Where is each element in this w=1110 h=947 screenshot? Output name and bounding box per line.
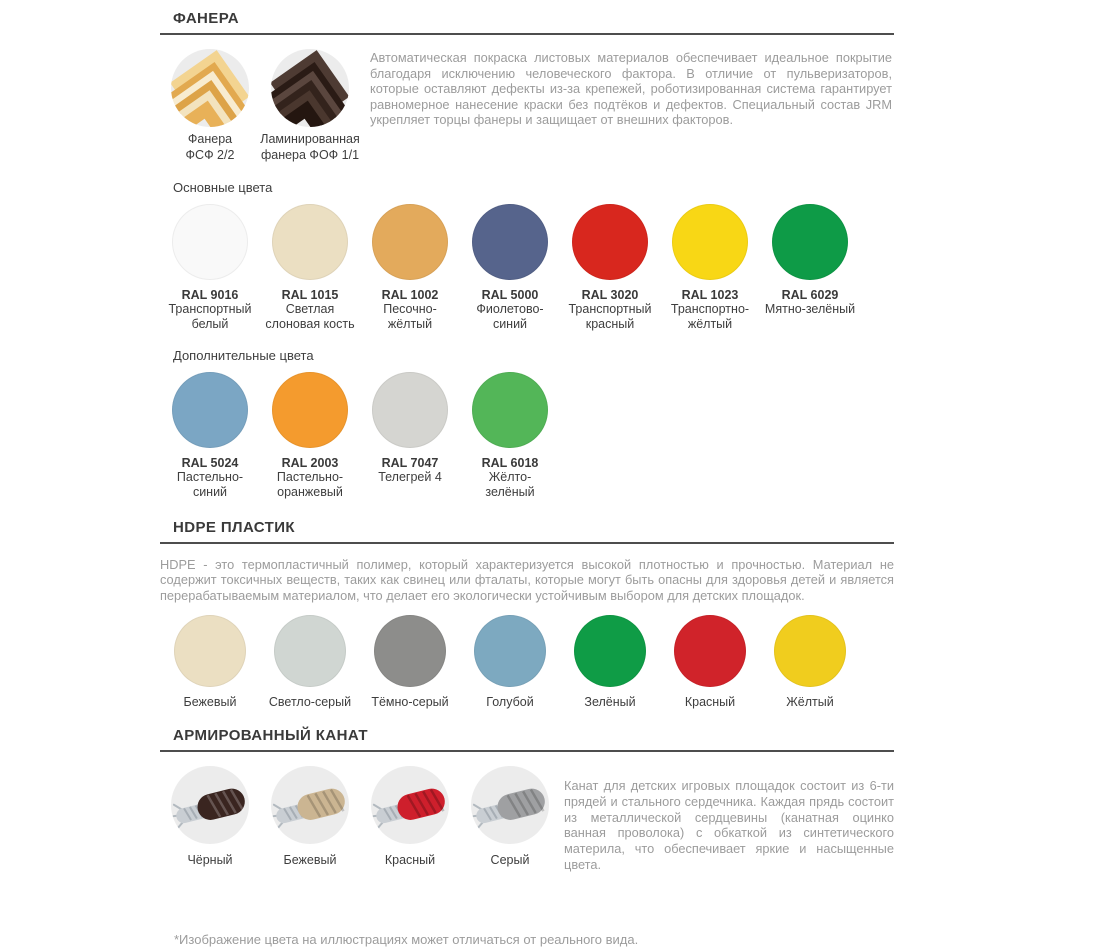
section-divider <box>160 542 894 544</box>
plywood-sample-fsf <box>160 48 260 164</box>
color-swatch: Бежевый <box>160 615 260 709</box>
color-circle <box>272 372 348 448</box>
color-circle <box>772 204 848 280</box>
color-swatch: RAL 7047 Телегрей 4 <box>360 372 460 501</box>
plywood-dark-icon <box>270 48 350 128</box>
section-rope <box>160 727 894 885</box>
color-swatch: RAL 5000 Фиолетово- синий <box>460 204 560 333</box>
rope-section-title: АРМИРОВАННЫЙ КАНАТ <box>173 727 368 745</box>
color-swatch: RAL 9016 Транспортный белый <box>160 204 260 333</box>
plywood-sample-label: Ламинированная фанера ФОФ 1/1 <box>260 132 360 163</box>
hdpe-section-title: HDPE ПЛАСТИК <box>173 518 295 536</box>
color-circle <box>472 204 548 280</box>
rope-sample: Красный <box>360 765 460 885</box>
color-circle <box>572 204 648 280</box>
rope-samples <box>160 765 562 885</box>
hdpe-colors-row <box>160 615 894 709</box>
rope-icon <box>370 765 450 845</box>
plywood-sample-fof <box>260 48 360 164</box>
hdpe-description: HDPE - это термопластичный полимер, который характеризуется высокой плотностью и прочностью. Материал не содержит токсичных веществ, таких как свинец или фталаты, которые могут быть опасны для здоровья детей и является перерабатываемым материалом, что делает его экологически устойчивым выбором для детских площадок. <box>160 556 894 603</box>
plywood-sample-label: Фанера ФСФ 2/2 <box>185 132 235 163</box>
rope-sample: Чёрный <box>160 765 260 885</box>
rope-icon <box>170 765 250 845</box>
color-circle <box>674 615 746 687</box>
rope-icon <box>470 765 550 845</box>
color-swatch: Жёлтый <box>760 615 860 709</box>
rope-icon <box>270 765 350 845</box>
color-circle <box>372 372 448 448</box>
section-hdpe <box>160 519 894 710</box>
plywood-fsf-icon <box>170 48 250 128</box>
color-circle <box>472 372 548 448</box>
additional-colors-row <box>160 372 894 501</box>
color-swatch: RAL 2003 Пастельно- оранжевый <box>260 372 360 501</box>
color-circle <box>374 615 446 687</box>
main-colors-row <box>160 204 894 333</box>
main-colors-label: Основные цвета <box>173 179 273 195</box>
color-swatch: RAL 6029 Мятно-зелёный <box>760 204 860 333</box>
color-circle <box>372 204 448 280</box>
section-divider <box>160 33 894 35</box>
color-swatch: Голубой <box>460 615 560 709</box>
color-swatch: Зелёный <box>560 615 660 709</box>
color-swatch: Красный <box>660 615 760 709</box>
color-circle <box>172 204 248 280</box>
color-swatch: Тёмно-серый <box>360 615 460 709</box>
additional-colors-label: Дополнительные цвета <box>173 348 314 363</box>
section-plywood <box>160 10 894 501</box>
plywood-description: Автоматическая покраска листовых материалов обеспечивает идеальное покрытие благодаря исключению человеческого фактора. В отличие от пульверизаторов, которые оставляют дефекты из-за крепежей, роботизированная система гарантирует равномерное нанесение краски без подтёков и дефектов. Специальный состав JRM укрепляет торцы фанеры и защищает от внешних факторов. <box>370 50 892 128</box>
color-swatch: RAL 1023 Транспортно- жёлтый <box>660 204 760 333</box>
color-circle <box>272 204 348 280</box>
color-circle <box>172 372 248 448</box>
color-swatch: RAL 1015 Светлая слоновая кость <box>260 204 360 333</box>
color-circle <box>274 615 346 687</box>
footnote: *Изображение цвета на иллюстрациях может отличаться от реального вида. <box>174 931 639 947</box>
rope-sample: Серый <box>460 765 560 885</box>
color-swatch: RAL 6018 Жёлто- зелёный <box>460 372 560 501</box>
color-swatch: RAL 5024 Пастельно- синий <box>160 372 260 501</box>
plywood-samples <box>160 48 370 164</box>
color-swatch: RAL 1002 Песочно- жёлтый <box>360 204 460 333</box>
rope-description: Канат для детских игровых площадок состоит из 6-ти прядей и стального сердечника. Каждая прядь состоит из металлической сердцевины (канатная оцинко ванная проволока) с обкаткой из синтетического материла, что обеспечивает яркие и насыщенные цвета. <box>564 778 894 873</box>
color-circle <box>574 615 646 687</box>
color-circle <box>774 615 846 687</box>
rope-sample: Бежевый <box>260 765 360 885</box>
section-divider <box>160 750 894 752</box>
plywood-section-title: ФАНЕРА <box>173 10 240 27</box>
color-circle <box>672 204 748 280</box>
color-swatch: Светло-серый <box>260 615 360 709</box>
color-swatch: RAL 3020 Транспортный красный <box>560 204 660 333</box>
color-circle <box>174 615 246 687</box>
color-circle <box>474 615 546 687</box>
